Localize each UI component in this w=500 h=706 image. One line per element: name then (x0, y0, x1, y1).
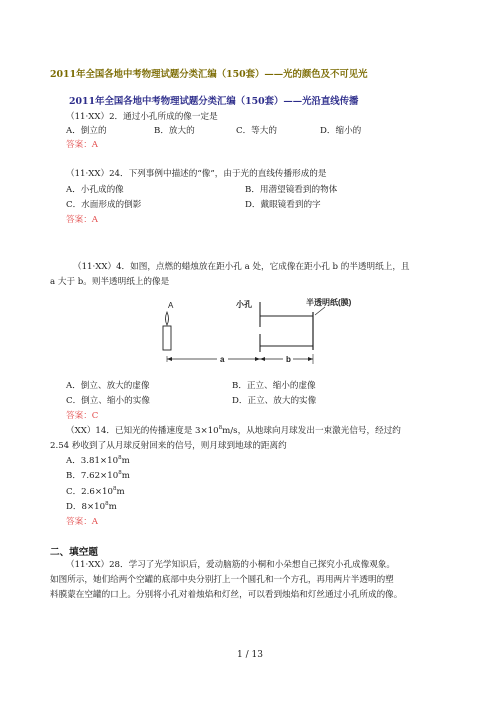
candle-icon (163, 312, 171, 350)
question-2-option-b: B．用潜望镜看到的物体 (245, 185, 338, 195)
question-4-option-c: C．$2.6\times 10^8m$ (66, 486, 125, 497)
distance-a-label: a (220, 355, 225, 364)
question-5-line-2: 如图所示，她们给两个空罐的底部中央分别打上一个圆孔和一个方孔，再用两片半透明的塑 (50, 575, 394, 585)
section-2-heading: 二、填空题 (50, 547, 98, 558)
question-3-stem-line-1: （11·XX）4．如图，点燃的蜡烛放在距小孔 a 处，它成像在距小孔 b 的半透明纸上，且 (73, 262, 410, 272)
question-1-option-b: B．放大的 (154, 126, 195, 136)
question-3-option-c: C．倒立、缩小的实像 (66, 396, 150, 406)
question-3-option-b: B．正立、缩小的虚像 (232, 381, 316, 391)
question-1-option-c: C．等大的 (236, 126, 277, 136)
question-3-stem-line-2: a 大于 b。则半透明纸上的像是 (50, 277, 170, 287)
pinhole-figure (150, 294, 380, 369)
question-4-option-d: D．$8\times 10^8m$ (66, 501, 117, 512)
question-4-answer: 答案：A (66, 517, 98, 527)
paper-label: 半透明纸(膜) (306, 298, 352, 307)
question-1-option-d: D．缩小的 (320, 126, 362, 136)
question-2-option-d: D．戴眼镜看到的字 (245, 200, 321, 210)
question-3-option-a: A．倒立、放大的虚像 (66, 381, 150, 391)
question-2-answer: 答案：A (66, 215, 98, 225)
section-title: 2011年全国各地中考物理试题分类汇编（150套）——光沿直线传播 (69, 96, 359, 107)
distance-b-label: b (286, 355, 291, 364)
question-4-option-a: A．$3.81\times 10^8m$ (66, 455, 130, 466)
document-title: 2011年全国各地中考物理试题分类汇编（150套）——光的颜色及不可见光 (50, 69, 368, 80)
question-4-option-b: B．$7.62\times 10^8m$ (66, 470, 130, 481)
question-4-stem-line-2: 2.54 秒收到了从月球反射回来的信号，则月球到地球的距离约 (50, 441, 287, 451)
question-2-stem: （11·XX）24．下列事例中描述的“像”，由于光的直线传播形成的是 (66, 169, 327, 179)
question-1-option-a: A．倒立的 (66, 126, 107, 136)
question-4-stem-line-1: （XX）14．已知光的传播速度是 $3\times 10^8m/s$，从地球向月球发出一束激光信号，经过约 (66, 425, 401, 436)
question-3-answer: 答案：C (66, 411, 99, 421)
question-2-option-a: A．小孔成的像 (66, 185, 124, 195)
question-3-option-d: D．正立、放大的实像 (232, 396, 317, 406)
question-1-stem: （11·XX）2．通过小孔所成的像一定是 (66, 112, 218, 122)
question-1-answer: 答案：A (66, 140, 98, 150)
page-number: 1 / 13 (237, 650, 263, 660)
pinhole-diagram (150, 294, 380, 369)
question-5-line-3: 料膜蒙在空罐的口上。分别将小孔对着烛焰和灯丝，可以看到烛焰和灯丝通过小孔所成的像。 (50, 590, 403, 600)
question-2-option-c: C．水面形成的倒影 (66, 200, 142, 210)
question-5-line-1: （11·XX）28．学习了光学知识后，爱动脑筋的小桐和小朵想自己探究小孔成像观象。 (66, 560, 396, 570)
candle-label: A (168, 301, 174, 310)
pinhole-label: 小孔 (236, 300, 252, 309)
